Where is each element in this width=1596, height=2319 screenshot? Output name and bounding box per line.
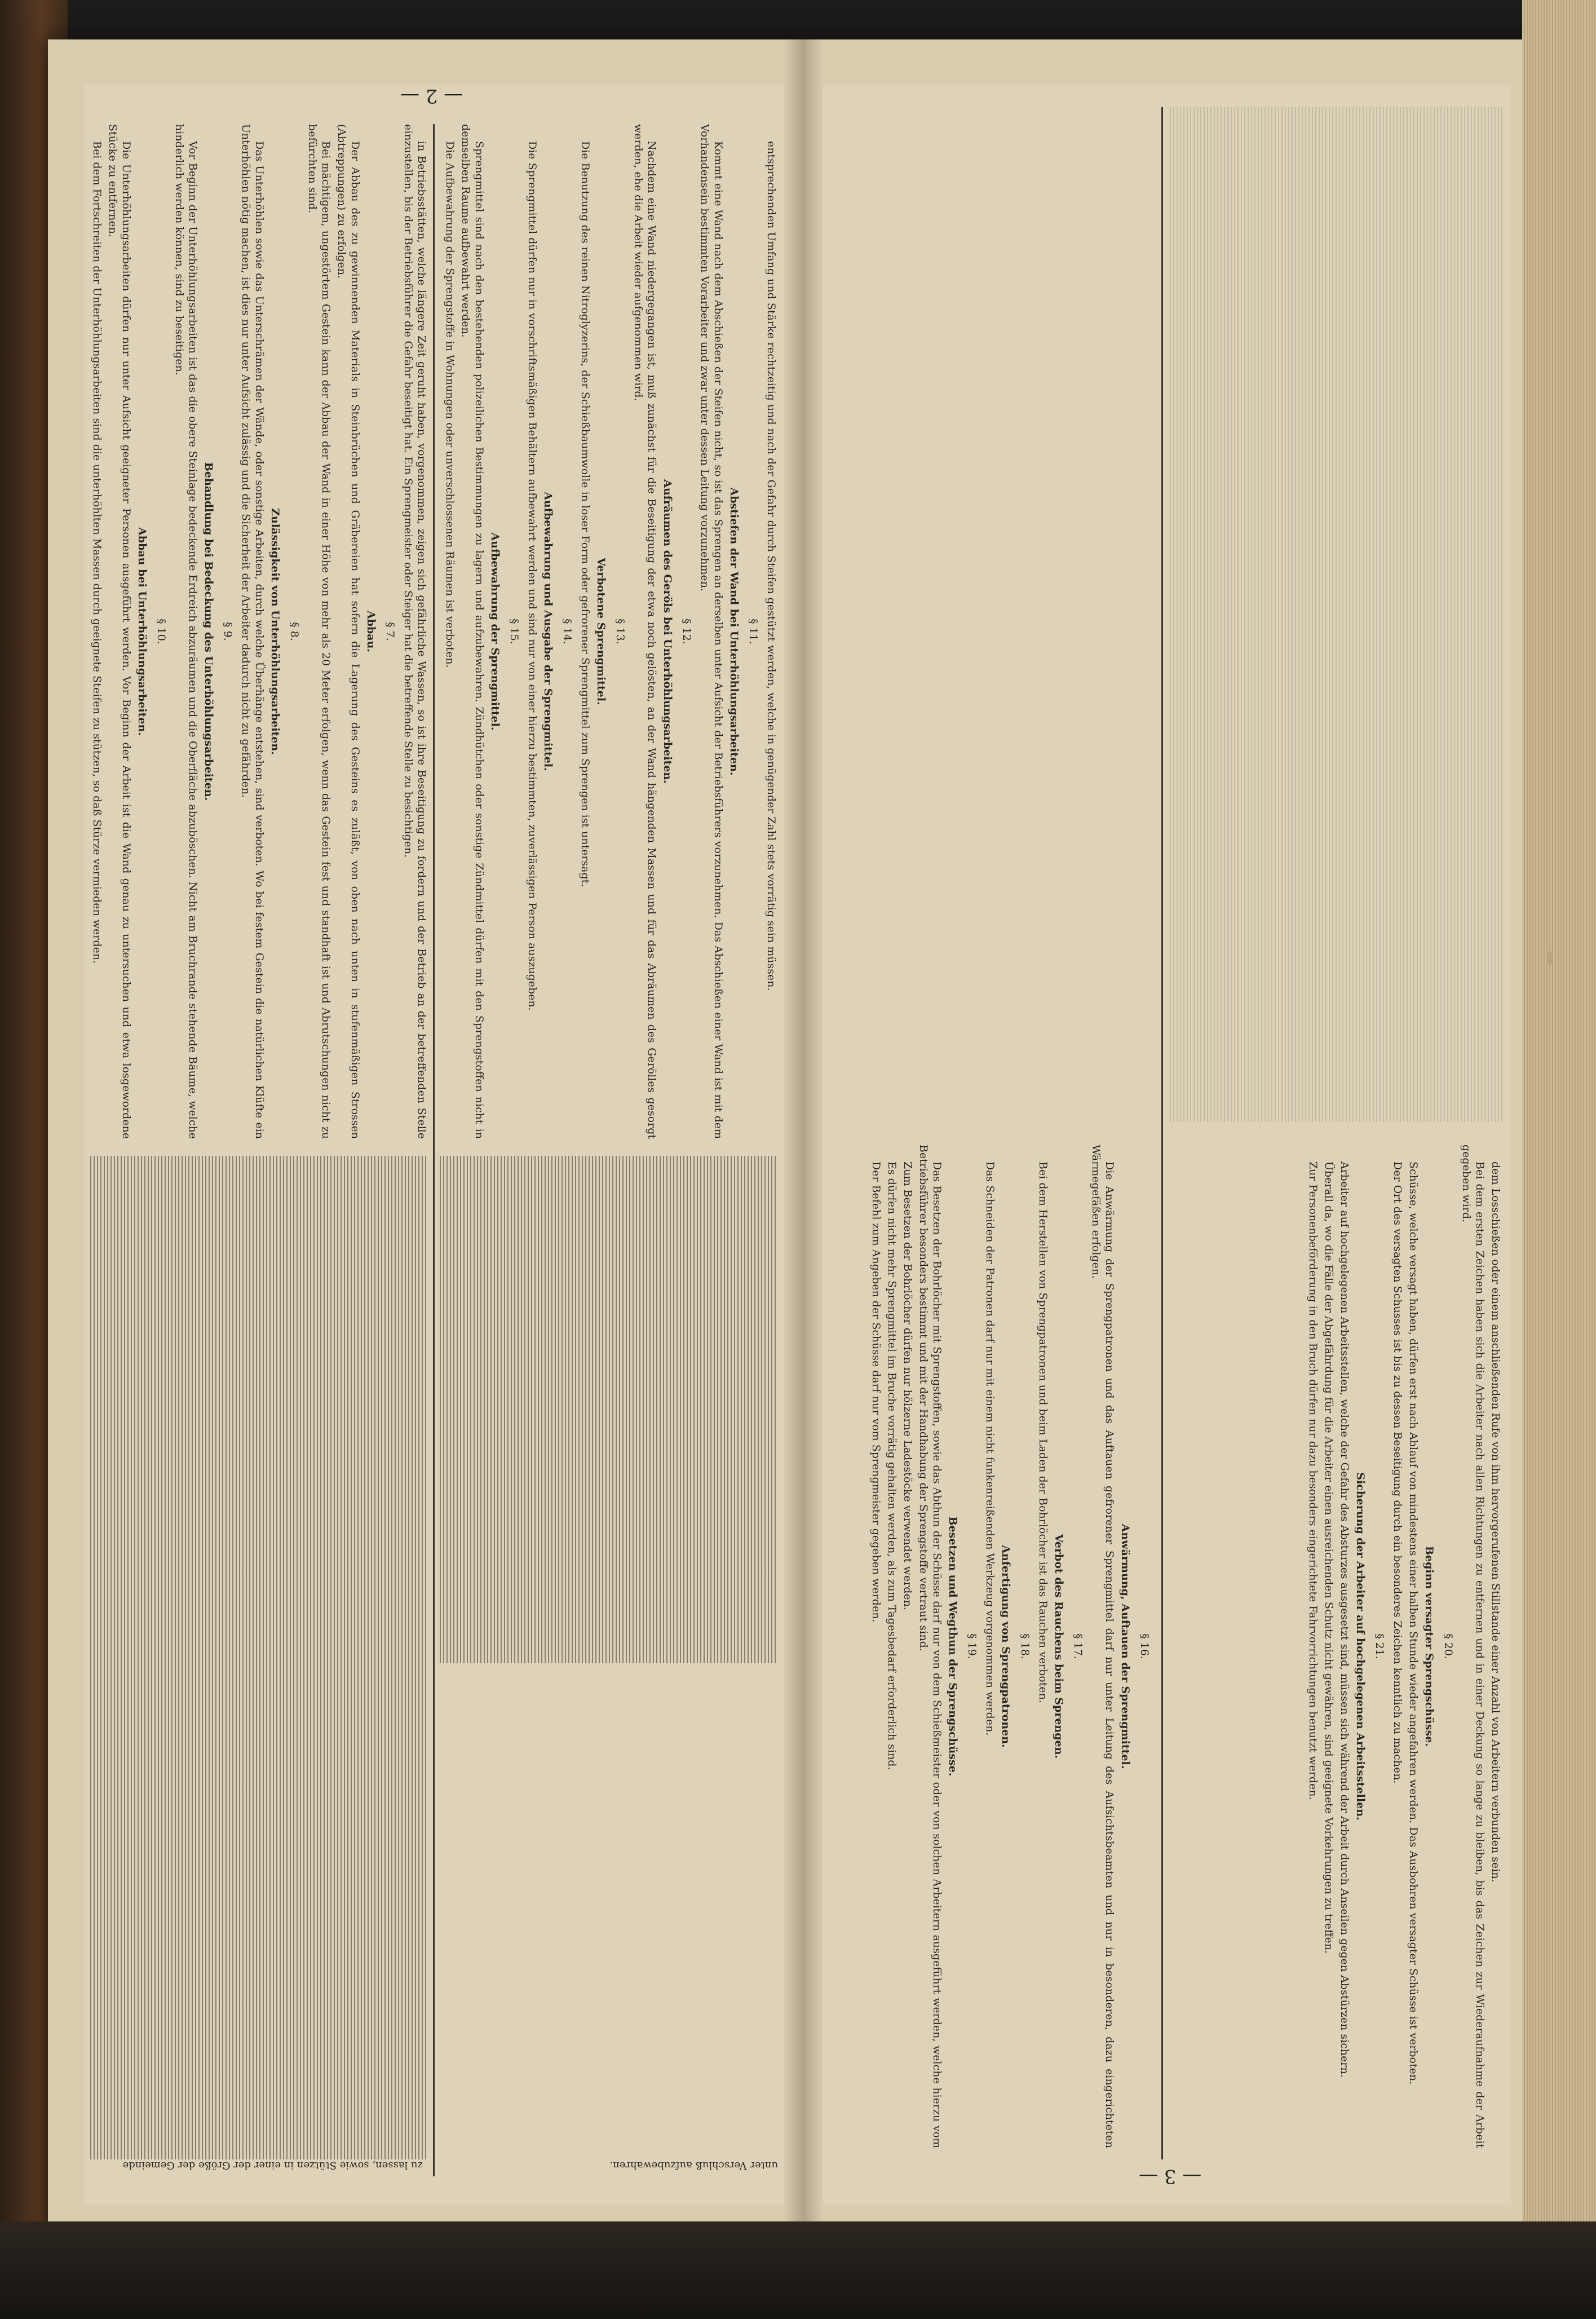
paragraph: Vor Beginn der Unterhöhlungsarbeiten ist das die obere Steinlage bedeckende Erdreich abzuräumen und die Oberfläche abzuböschen. Nicht am Bruchrande stehende Bäume, welche hinderlich werden können, sind zu beseitigen. bbox=[173, 124, 199, 1139]
paragraph: Sprengmittel sind nach den bestehenden polizeilichen Bestimmungen zu lagern und aufzubewahren. Zündhütchen oder sonstige Zündmittel dürfen mit den Sprengstoffen nicht in demselben Raume aufbewahrt werden. bbox=[459, 124, 485, 1139]
footer-text: unter Verschluß aufzubewahren. bbox=[609, 2159, 778, 2171]
paragraph: Die Anwärmung der Sprengpatronen und das Auftauen gefrorener Sprengmittel darf nur unter Leitung des Aufsichtsbeamten und nur in besonderen, dazu eingerichteten Wärmegefäßen erfolgen. bbox=[1090, 1145, 1116, 2148]
section-number: § 14. bbox=[561, 619, 573, 644]
section-number: § 20. bbox=[1442, 1633, 1454, 1659]
right-column-2 bbox=[1170, 1145, 1502, 2148]
paragraph: Bei dem Fortschreiten der Unterhöhlungsarbeiten sind die unterhöhlten Massen durch geeignete Steifen zu stützen, so daß Stürze vermieden werden. bbox=[91, 141, 103, 964]
left-column-2 bbox=[440, 124, 778, 1139]
paragraph: Das Schneiden der Patronen darf nur mit einem nicht funkenreißenden Werkzeug vorgenommen werden. bbox=[984, 1161, 996, 1736]
section-heading: Aufbewahrung der Sprengmittel. bbox=[489, 532, 501, 731]
column-rule bbox=[433, 124, 435, 2176]
column-text bbox=[440, 124, 778, 1139]
paragraph: Das Unterhöhlen sowie das Unterschrämen der Wände, oder sonstige Arbeiten, durch welche Überhänge entstehen, sind verboten. Wo bei festem Gestein die natürlichen Klüfte ein Unterhöhlen nötig machen, ist dies nur unter Aufsicht zulässig und die Sicherheit der Arbeiter dadurch nicht zu gefährden. bbox=[240, 124, 266, 1139]
paragraph: Bei mächtigem, ungestörtem Gestein kann der Abbau der Wand in einer Höhe von mehr als 20 Meter erfolgen, wenn das Gestein fest und standhaft ist und Abrutschungen nicht zu befürchten sind. bbox=[306, 124, 332, 1139]
paragraph: Überall da, wo die Fälle der Abgefährdung für die Arbeiter einen ausreichenden Schutz nicht gewähren, sind geeignete Vorkehrungen zu treffen. bbox=[1323, 1161, 1335, 1954]
column-rule bbox=[1161, 107, 1163, 2159]
section-heading: Aufräumen des Geröls bei Unterhöhlungsarbeiten. bbox=[661, 479, 674, 784]
section-number: § 11. bbox=[747, 619, 759, 644]
section-heading: Abbau bei Unterhöhlungsarbeiten. bbox=[136, 527, 148, 736]
left-column-1 bbox=[90, 124, 428, 1139]
blank-area bbox=[1170, 107, 1502, 1122]
paragraph: entsprechenden Umfang und Stärke rechtzeitig und nach der Gefahr durch Steifen gestützt werden, welche in genügender Zahl stets vorrätig sein müssen. bbox=[765, 141, 777, 991]
paragraph: Die Unterhöhlungsarbeiten dürfen nur unter Aufsicht geeigneter Personen ausgeführt werden. Vor Beginn der Arbeit ist die Wand genau zu untersuchen und etwa losgewordene Stücke zu entfernen. bbox=[107, 124, 132, 1139]
section-heading: Anfertigung von Sprengpatronen. bbox=[1000, 1545, 1012, 1748]
section-number: § 16. bbox=[1138, 1633, 1151, 1659]
left-page-number: — 2 — bbox=[400, 85, 463, 107]
paragraph: Bei dem Herstellen von Sprengpatronen und beim Laden der Bohrlöcher ist das Rauchen verboten. bbox=[1037, 1161, 1049, 1703]
section-heading: Aufbewahrung und Ausgabe der Sprengmittel. bbox=[542, 492, 554, 771]
section-number: § 13. bbox=[614, 619, 626, 644]
section-number: § 8. bbox=[288, 622, 300, 641]
column-text bbox=[90, 124, 428, 1139]
left-page bbox=[85, 85, 784, 2205]
section-heading: Abbau. bbox=[365, 610, 377, 653]
section-heading: Zulässigkeit von Unterhöhlungsarbeiten. bbox=[269, 508, 281, 755]
table-background bbox=[0, 2221, 1596, 2319]
section-number: § 19. bbox=[966, 1633, 978, 1659]
section-heading: Verbot des Rauchens beim Sprengen. bbox=[1053, 1534, 1065, 1759]
page-edges bbox=[1522, 0, 1596, 2319]
column-text bbox=[829, 1145, 1156, 2148]
section-number: § 17. bbox=[1072, 1633, 1084, 1659]
paragraph: Der Befehl zum Angeben der Schüsse darf nur vom Sprengmeister gegeben werden. bbox=[870, 1161, 882, 1623]
paragraph: Die Aufbewahrung der Sprengstoffe in Wohnungen oder unverschlossenen Räumen ist verboten. bbox=[444, 141, 456, 668]
section-heading: Anwärmung, Auftauen der Sprengmittel. bbox=[1119, 1523, 1131, 1769]
paragraph: Das Besetzen der Bohrlöcher mit Sprengstoffen, sowie das Abthun der Schüsse darf nur von dem Schießmeister oder von solchen Arbeitern ausgeführt werden, welche hierzu vom Betriebsführer besonders bestimmt und mit der Handhabung der Sprengstoffe vertraut sind. bbox=[917, 1145, 943, 2148]
right-column-1 bbox=[829, 1145, 1156, 2148]
paragraph: Schüsse, welche versagt haben, dürfen erst nach Ablauf von mindestens einer halben Stunde wieder angefahren werden. Das Ausbohren versagter Schüsse ist verboten. bbox=[1407, 1161, 1420, 2085]
right-page-number: — 3 — bbox=[1139, 2165, 1202, 2188]
paragraph: in Betriebsstätten, welche längere Zeit geruht haben, vorgenommen, zeigen sich gefährliche Wassen, so ist ihre Beseitigung zu fordern und der Betrieb an der betreffenden Stelle einzustellen, bis der Betriebsführer die Gefahr beseitigt hat. Ein Sprengmeister oder Steiger hat die betreffende Stelle zu besichtigen. bbox=[402, 124, 428, 1139]
section-heading: Behandlung bei Bedeckung des Unterhöhlungsarbeiten. bbox=[202, 462, 215, 801]
footer-text: zu lassen, sowie Stützen in einer der Größe der Gemeinde bbox=[122, 2159, 423, 2171]
paragraph: Bei dem ersten Zeichen haben sich die Arbeiter nach allen Richtungen zu entfernen und in einer Deckung so lange zu bleiben, bis das Zeichen zur Wiederaufnahme der Arbeit gegeben wird. bbox=[1460, 1145, 1486, 2148]
paragraph: Zur Personenbeförderung in den Bruch dürfen nur dazu besonders eingerichtete Fahrvorrichtungen benutzt werden. bbox=[1307, 1161, 1319, 1800]
paragraph: dem Losschießen oder einem anschließenden Rufe von ihm hervorgerufenen Stillstande einer Anzahl von Arbeitern verbunden sein. bbox=[1489, 1161, 1502, 1883]
section-heading: Abstiefen der Wand bei Unterhöhlungsarbeiten. bbox=[728, 487, 740, 776]
page-gutter bbox=[784, 39, 823, 2238]
paragraph: Nachdem eine Wand niedergegangen ist, muß zunächst für die Beseitigung der etwa noch gelösten, an der Wand hängenden Massen und für das Abräumen des Gerölles gesorgt werden, ehe die Arbeit wieder aufgenommen wird. bbox=[632, 124, 658, 1139]
paragraph: Die Sprengmittel dürfen nur in vorschriftsmäßigen Behältern aufbewahrt werden und sind nur von einer hierzu bestimmten, zuverlässigen Person auszugeben. bbox=[526, 141, 538, 1011]
left-footer-1 bbox=[85, 2159, 423, 2182]
section-number: § 12. bbox=[680, 619, 693, 644]
column-text bbox=[1170, 1145, 1502, 2148]
paragraph: Kommt eine Wand nach dem Abschießen der Steifen nicht, so ist das Sprengen an derselben unter Aufsicht der Betriebsführers vorzunehmen. Das Abschießen einer Wand ist mit dem Vorhandensein bestimmten Vorarbeiter und zwar unter dessen Leitung vorzunehmen. bbox=[698, 124, 724, 1139]
continued-text-left-2 bbox=[440, 1156, 778, 1663]
right-page bbox=[823, 85, 1511, 2205]
section-number: § 21. bbox=[1373, 1633, 1386, 1659]
section-number: § 7. bbox=[384, 622, 396, 641]
section-number: § 15. bbox=[508, 619, 520, 644]
paragraph: Zum Besetzen der Bohrlöcher dürfen nur hölzerne Ladestöcke verwendet werden. bbox=[901, 1161, 914, 1610]
paragraph: Der Ort des versagten Schusses ist bis zu dessen Beseitigung durch ein besonderes Zeichen kenntlich zu machen. bbox=[1391, 1161, 1404, 1784]
paragraph: Der Abbau des zu gewinnenden Materials in Steinbrüchen und Gräbereien hat sofern die Lagerung des Gesteins es zuläßt, von oben nach unten in stufenmäßigen Strossen (Abtreppungen) zu erfolgen. bbox=[335, 124, 361, 1139]
section-heading: Verbotene Sprengmittel. bbox=[595, 558, 607, 705]
left-footer-2 bbox=[440, 2159, 778, 2182]
paragraph: Arbeiter auf hochgelegenen Arbeitsstellen, welche der Gefahr des Absturzes ausgesetzt sind, müssen sich während der Arbeit durch Anseilen gegen Abstürzen sichern. bbox=[1338, 1161, 1351, 2078]
paragraph: Die Benutzung des reinen Nitroglyzerins, der Schießbaumwolle in loser Form oder gefrorener Sprengmittel zum Sprengen ist untersagt. bbox=[579, 141, 591, 887]
section-number: § 18. bbox=[1019, 1633, 1031, 1659]
section-number: § 9. bbox=[222, 622, 234, 641]
continued-text-left-1 bbox=[90, 1156, 428, 2159]
section-heading: Beginn versagter Sprengschüsse. bbox=[1423, 1545, 1435, 1747]
paragraph: Es dürfen nicht mehr Sprengmittel im Bruche vorrätig gehalten werden, als zum Tagesbedarf erforderlich sind. bbox=[886, 1161, 898, 1770]
margin-marks: ▮ bbox=[1545, 947, 1554, 967]
section-heading: Besetzen und Wegthun der Sprengschüsse. bbox=[947, 1516, 959, 1777]
section-heading: Sicherung der Arbeiter auf hochgelegenen Arbeitsstellen. bbox=[1354, 1472, 1367, 1821]
section-number: § 10. bbox=[155, 619, 167, 644]
